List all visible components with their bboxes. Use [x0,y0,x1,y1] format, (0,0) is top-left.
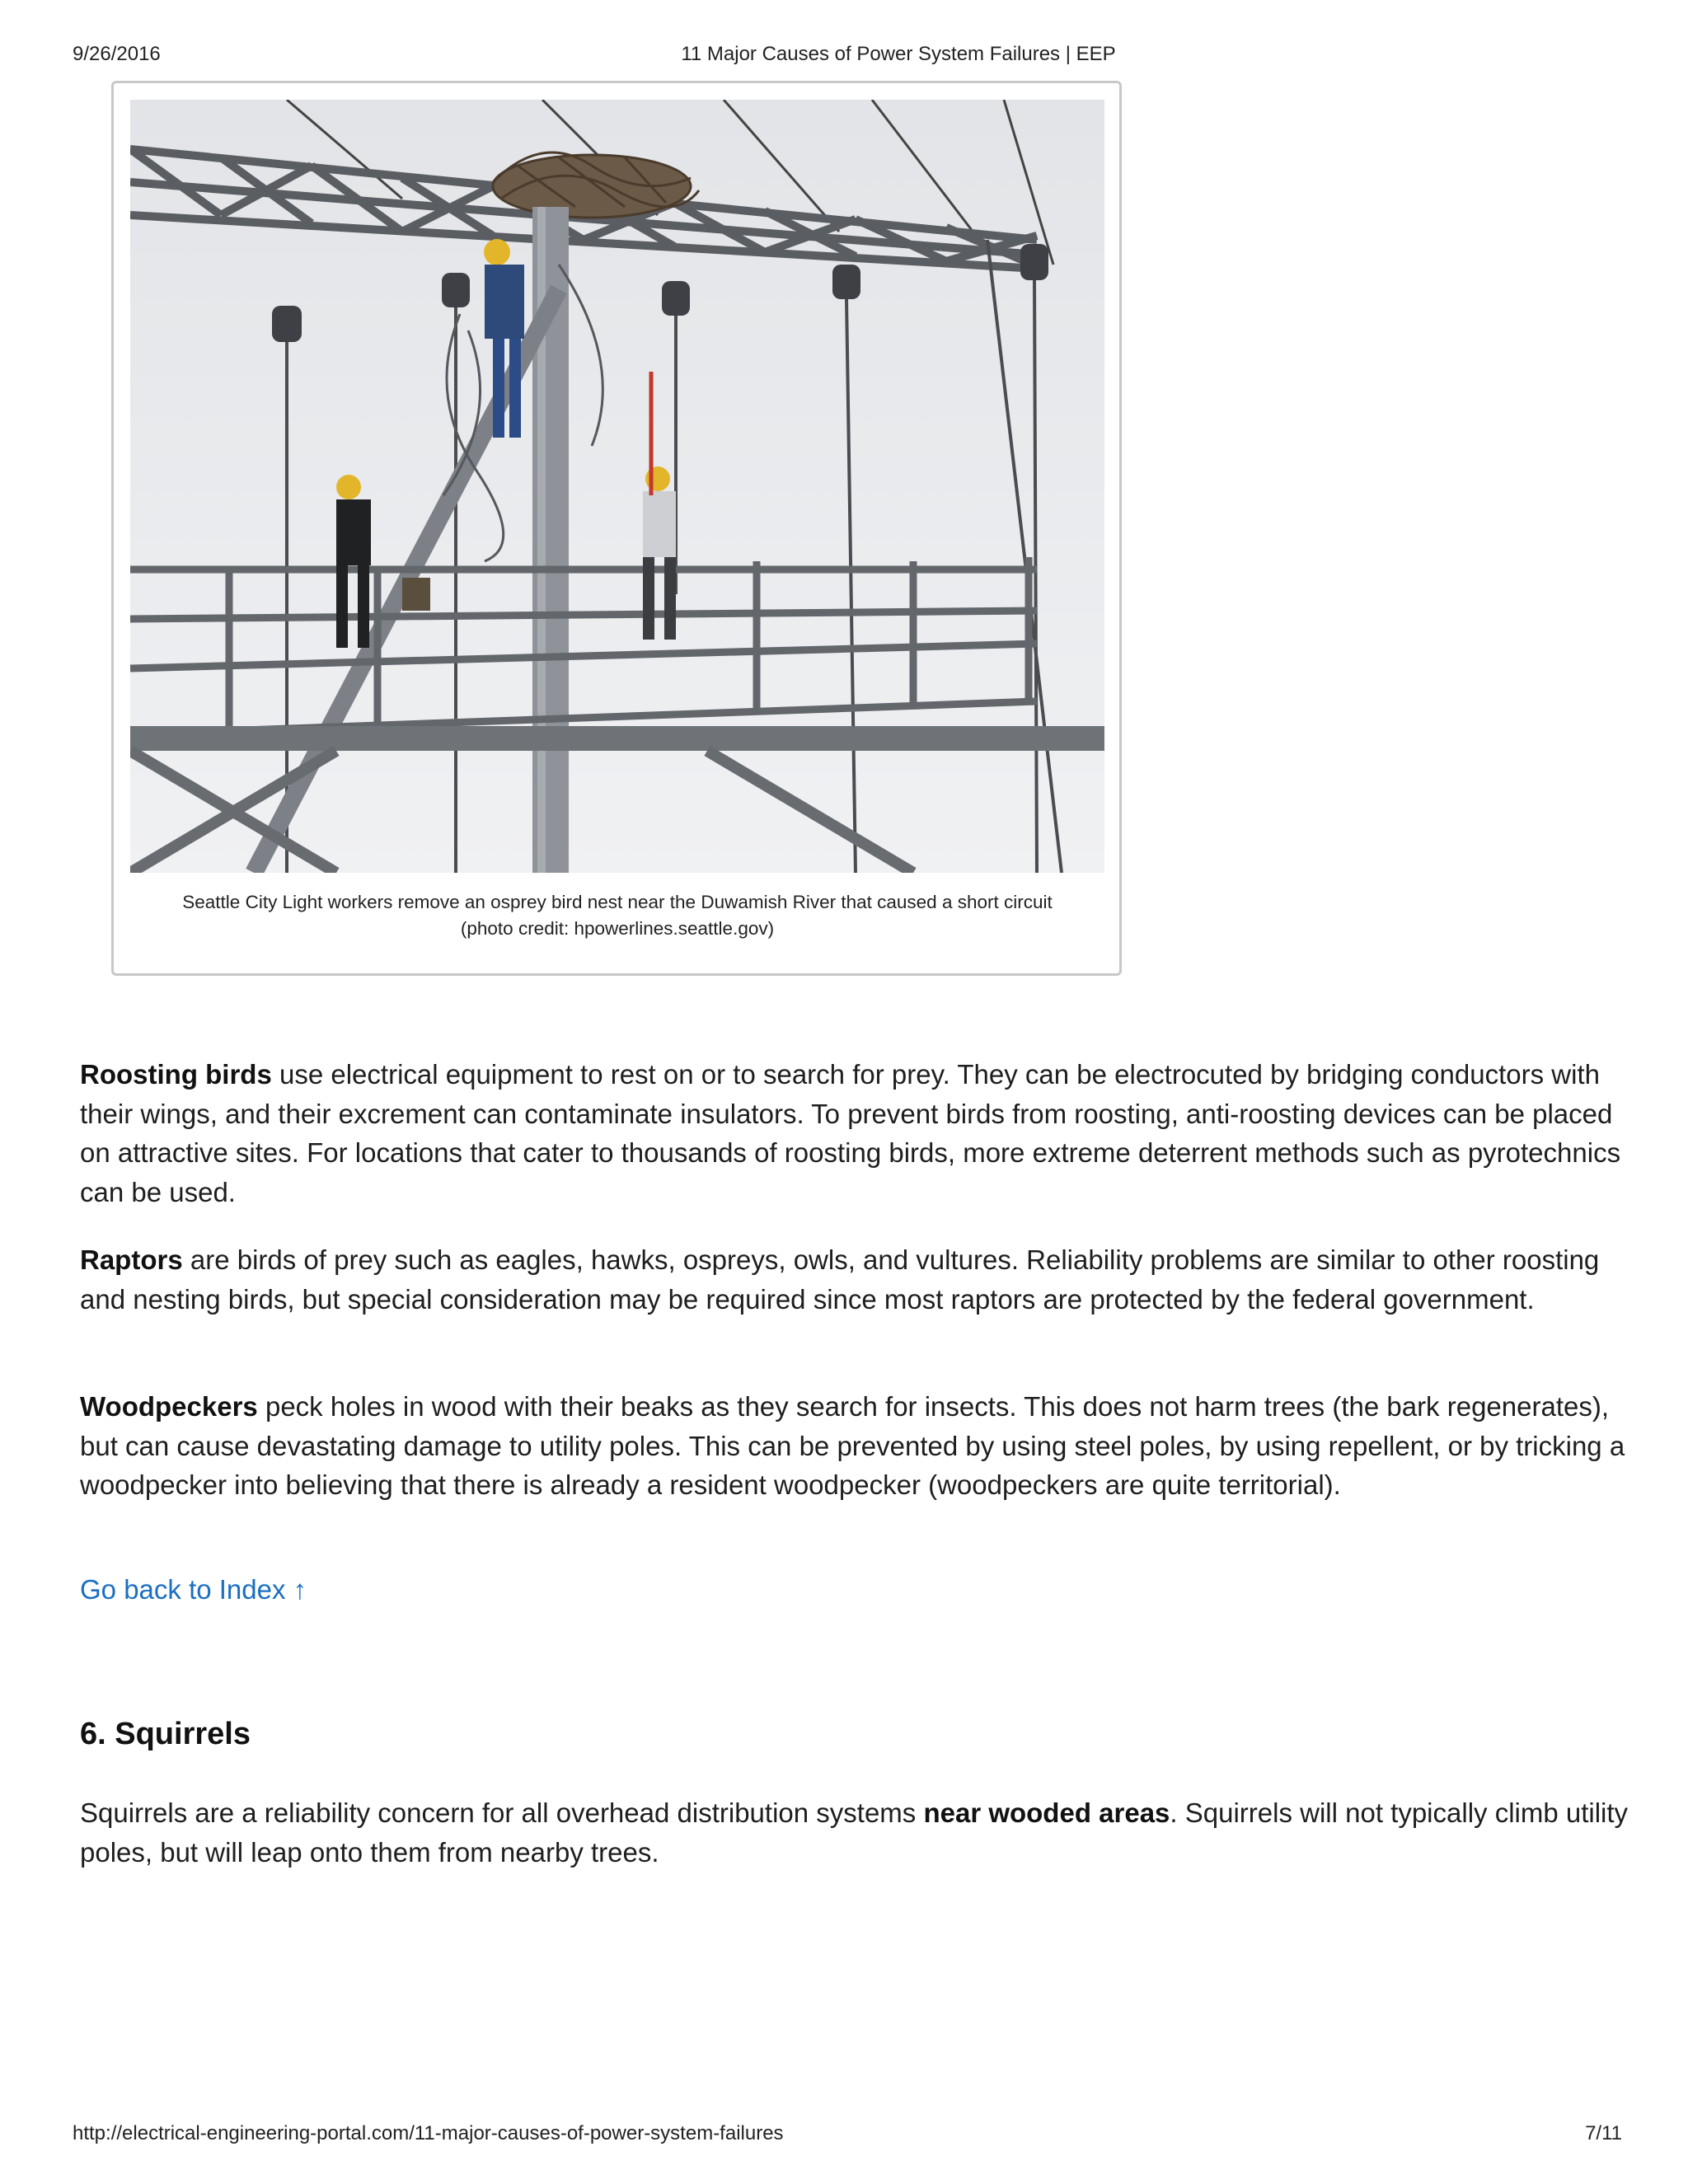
section-heading-squirrels: 6. Squirrels [80,1717,251,1751]
back-to-index-link[interactable]: Go back to Index ↑ [80,1574,307,1605]
roosting-birds-paragraph [80,1055,1629,1212]
woodpeckers-paragraph [80,1387,1629,1505]
roosting-birds-term: Roosting birds [80,1059,272,1090]
print-page-number: 7/11 [1585,2122,1622,2144]
raptors-text: are birds of prey such as eagles, hawks, ospreys, owls, and vultures. Reliability problems are similar to other roosting and nesting birds, but special consideration may be required since most raptors are protected by the federal government. [80,1244,1600,1315]
woodpeckers-term: Woodpeckers [80,1391,258,1422]
print-title: 11 Major Causes of Power System Failures | EEP [681,43,1116,65]
squirrels-text-end: . Squirrels will not typically climb utility poles, but will leap onto them from nearby trees. [80,1797,1629,1868]
photo-caption [130,889,1104,942]
osprey-nest-photo [130,100,1104,873]
print-date: 9/26/2016 [73,43,161,65]
raptors-term: Raptors [80,1244,183,1275]
roosting-birds-text: use electrical equipment to rest on or to search for prey. They can be electrocuted by bridging conductors with their wings, and their excrement can contaminate insulators. To prevent birds from roosting, anti-roosting devices can be placed on attractive sites. For locations that cater to thousands of roosting birds, more extreme deterrent methods such as pyrotechnics can be used. [80,1059,1621,1207]
squirrels-emphasis: near wooded areas [923,1797,1170,1828]
raptors-paragraph [80,1240,1629,1319]
caption-credit: (photo credit: hpowerlines.seattle.gov) [460,918,775,939]
photo-figure [111,81,1122,976]
squirrels-text-start: Squirrels are a reliability concern for all overhead distribution systems [80,1797,924,1828]
woodpeckers-text: peck holes in wood with their beaks as they search for insects. This does not harm trees (the bark regenerates), but can cause devastating damage to utility poles. This can be prevented by using steel poles, by using repellent, or by tricking a woodpecker into believing that there is already a resident woodpecker (woodpeckers are quite territorial). [80,1391,1625,1500]
print-url: http://electrical-engineering-portal.com/11-major-causes-of-power-system-failures [73,2122,784,2144]
caption-line: Seattle City Light workers remove an osprey bird nest near the Duwamish River that caused a short circuit [182,892,1053,912]
squirrels-paragraph [80,1793,1629,1872]
